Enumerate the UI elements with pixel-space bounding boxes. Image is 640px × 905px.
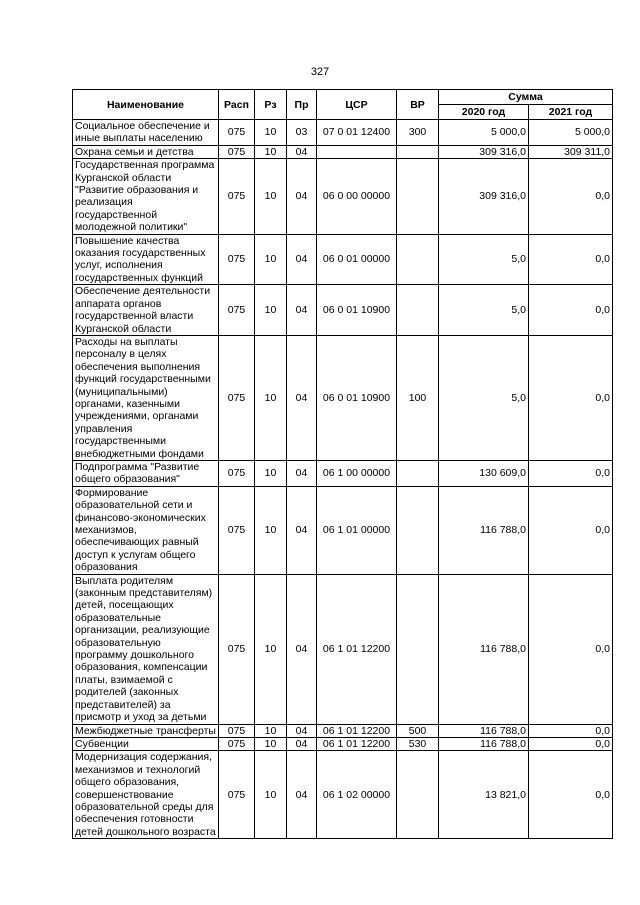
cell-csr: 07 0 01 12400 <box>317 120 397 146</box>
cell-vr <box>397 486 439 574</box>
header-2021: 2021 год <box>529 105 613 120</box>
cell-csr <box>317 145 397 158</box>
cell-y2020: 5,0 <box>439 335 529 460</box>
cell-vr <box>397 159 439 234</box>
table-row <box>73 335 613 460</box>
header-2020: 2020 год <box>439 105 529 120</box>
cell-pr: 04 <box>287 574 317 724</box>
cell-csr: 06 1 01 12200 <box>317 574 397 724</box>
cell-y2021: 0,0 <box>529 486 613 574</box>
cell-rz: 10 <box>255 724 287 737</box>
cell-pr: 04 <box>287 335 317 460</box>
header-name: Наименование <box>73 90 219 120</box>
table-row <box>73 724 613 737</box>
table-row <box>73 159 613 234</box>
cell-rasp: 075 <box>219 285 255 336</box>
cell-y2021: 0,0 <box>529 285 613 336</box>
cell-pr: 03 <box>287 120 317 146</box>
cell-rasp: 075 <box>219 335 255 460</box>
cell-rasp: 075 <box>219 737 255 750</box>
cell-csr: 06 1 01 00000 <box>317 486 397 574</box>
cell-pr: 04 <box>287 159 317 234</box>
cell-name: Выплата родителям (законным представителям) детей, посещающих образовательные организации, реализующие образовательную программу дошкольного образования, компенсации платы, взимаемой с родителей (законных представителей) за присмотр и уход за детьми <box>73 574 219 724</box>
cell-vr <box>397 285 439 336</box>
cell-vr <box>397 751 439 839</box>
cell-pr: 04 <box>287 285 317 336</box>
header-sum: Сумма <box>439 90 613 105</box>
cell-pr: 04 <box>287 234 317 285</box>
cell-y2021: 0,0 <box>529 460 613 486</box>
cell-rz: 10 <box>255 486 287 574</box>
cell-pr: 04 <box>287 460 317 486</box>
cell-name: Социальное обеспечение и иные выплаты населению <box>73 120 219 146</box>
cell-name: Государственная программа Курганской области "Развитие образования и реализация государственной молодежной политики" <box>73 159 219 234</box>
cell-pr: 04 <box>287 751 317 839</box>
cell-y2020: 130 609,0 <box>439 460 529 486</box>
header-csr: ЦСР <box>317 90 397 120</box>
cell-rasp: 075 <box>219 724 255 737</box>
cell-vr <box>397 234 439 285</box>
cell-rz: 10 <box>255 460 287 486</box>
cell-y2021: 0,0 <box>529 751 613 839</box>
cell-pr: 04 <box>287 737 317 750</box>
cell-y2021: 0,0 <box>529 335 613 460</box>
cell-y2020: 116 788,0 <box>439 486 529 574</box>
cell-vr <box>397 460 439 486</box>
cell-csr: 06 0 01 00000 <box>317 234 397 285</box>
cell-rz: 10 <box>255 574 287 724</box>
cell-y2021: 0,0 <box>529 724 613 737</box>
table-row <box>73 486 613 574</box>
cell-y2020: 5,0 <box>439 285 529 336</box>
table-row <box>73 737 613 750</box>
header-rasp: Расп <box>219 90 255 120</box>
page-number: 327 <box>310 66 330 78</box>
cell-rasp: 075 <box>219 159 255 234</box>
table-body <box>73 120 613 839</box>
cell-rz: 10 <box>255 120 287 146</box>
cell-csr: 06 1 01 12200 <box>317 737 397 750</box>
cell-rasp: 075 <box>219 574 255 724</box>
cell-y2021: 5 000,0 <box>529 120 613 146</box>
cell-name: Расходы на выплаты персоналу в целях обеспечения выполнения функций государственными (муниципальными) органами, казенными учреждениями, органами управления государственными внебюджетными фондами <box>73 335 219 460</box>
cell-name: Повышение качества оказания государственных услуг, исполнения государственных функций <box>73 234 219 285</box>
cell-rz: 10 <box>255 751 287 839</box>
cell-y2021: 0,0 <box>529 234 613 285</box>
table-row <box>73 234 613 285</box>
budget-table <box>72 89 613 839</box>
cell-pr: 04 <box>287 486 317 574</box>
cell-y2021: 0,0 <box>529 737 613 750</box>
cell-pr: 04 <box>287 145 317 158</box>
cell-rasp: 075 <box>219 751 255 839</box>
cell-name: Формирование образовательной сети и финансово-экономических механизмов, обеспечивающих равный доступ к услугам общего образования <box>73 486 219 574</box>
cell-csr: 06 0 01 10900 <box>317 285 397 336</box>
cell-y2021: 0,0 <box>529 159 613 234</box>
cell-vr <box>397 145 439 158</box>
cell-rasp: 075 <box>219 486 255 574</box>
cell-y2021: 0,0 <box>529 574 613 724</box>
cell-rasp: 075 <box>219 460 255 486</box>
cell-csr: 06 1 00 00000 <box>317 460 397 486</box>
cell-rz: 10 <box>255 335 287 460</box>
cell-csr: 06 0 01 10900 <box>317 335 397 460</box>
cell-csr: 06 0 00 00000 <box>317 159 397 234</box>
cell-rz: 10 <box>255 145 287 158</box>
header-pr: Пр <box>287 90 317 120</box>
cell-y2020: 116 788,0 <box>439 737 529 750</box>
header-vr: ВР <box>397 90 439 120</box>
cell-y2020: 5,0 <box>439 234 529 285</box>
cell-csr: 06 1 02 00000 <box>317 751 397 839</box>
table-row <box>73 285 613 336</box>
cell-rasp: 075 <box>219 120 255 146</box>
table-row <box>73 460 613 486</box>
cell-vr: 300 <box>397 120 439 146</box>
cell-rz: 10 <box>255 234 287 285</box>
cell-vr: 530 <box>397 737 439 750</box>
cell-y2020: 309 316,0 <box>439 145 529 158</box>
cell-rz: 10 <box>255 159 287 234</box>
cell-name: Подпрограмма "Развитие общего образования" <box>73 460 219 486</box>
header-rz: Рз <box>255 90 287 120</box>
cell-pr: 04 <box>287 724 317 737</box>
cell-y2020: 309 316,0 <box>439 159 529 234</box>
table-row <box>73 145 613 158</box>
cell-rz: 10 <box>255 285 287 336</box>
cell-csr: 06 1 01 12200 <box>317 724 397 737</box>
table-row <box>73 120 613 146</box>
cell-name: Обеспечение деятельности аппарата органов государственной власти Курганской области <box>73 285 219 336</box>
cell-name: Межбюджетные трансферты <box>73 724 219 737</box>
cell-y2021: 309 311,0 <box>529 145 613 158</box>
cell-rasp: 075 <box>219 145 255 158</box>
table-row <box>73 751 613 839</box>
cell-y2020: 116 788,0 <box>439 574 529 724</box>
cell-name: Охрана семьи и детства <box>73 145 219 158</box>
cell-name: Субвенции <box>73 737 219 750</box>
cell-y2020: 116 788,0 <box>439 724 529 737</box>
cell-rz: 10 <box>255 737 287 750</box>
table-row <box>73 574 613 724</box>
cell-rasp: 075 <box>219 234 255 285</box>
cell-vr: 100 <box>397 335 439 460</box>
cell-y2020: 5 000,0 <box>439 120 529 146</box>
cell-vr <box>397 574 439 724</box>
cell-y2020: 13 821,0 <box>439 751 529 839</box>
cell-vr: 500 <box>397 724 439 737</box>
cell-name: Модернизация содержания, механизмов и технологий общего образования, совершенствование образовательной среды для обеспечения готовности детей дошкольного возраста <box>73 751 219 839</box>
